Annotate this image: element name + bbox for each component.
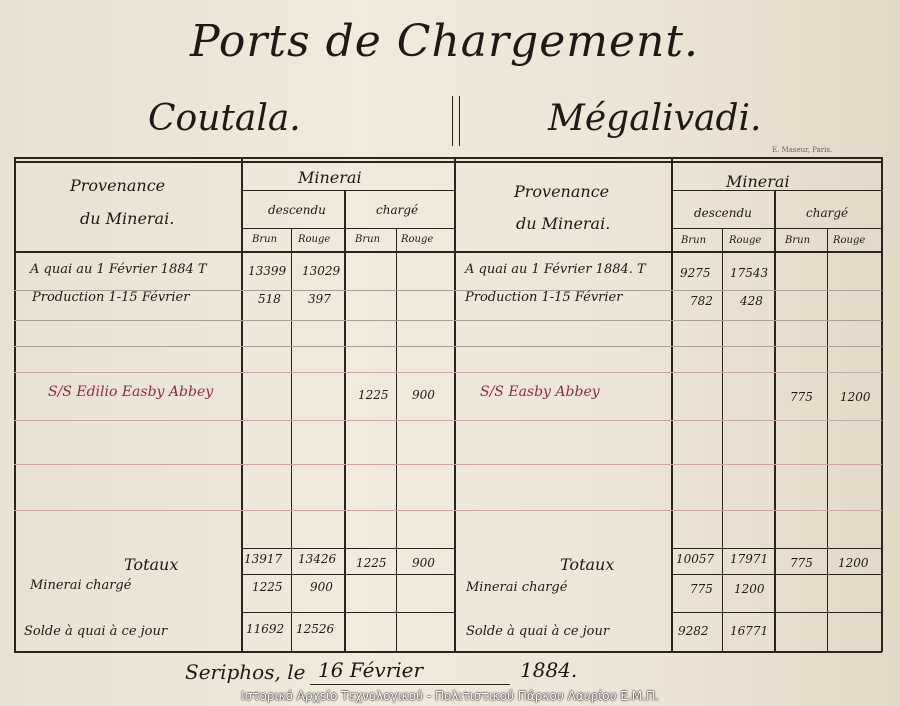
footer-place: Seriphos, le: [185, 660, 306, 684]
port-title-left: Coutala.: [148, 98, 301, 139]
subheader-rule-right: [671, 228, 881, 229]
brun-header: Brun: [252, 234, 278, 245]
solde-label-right: Solde à quai à ce jour: [466, 624, 610, 639]
footer-year: 1884.: [520, 658, 578, 682]
left-col-rule: [344, 190, 346, 652]
rouge-header: Rouge: [298, 234, 331, 245]
provenance-header-right: Provenance: [514, 182, 610, 201]
rouge-header: Rouge: [401, 234, 434, 245]
cell-desc-brun: 518: [258, 292, 281, 306]
brun-header: Brun: [785, 235, 811, 246]
printer-mark: E. Maseur, Paris.: [772, 146, 833, 154]
row-rule: [14, 420, 882, 421]
totaux-label-right: Totaux: [560, 555, 615, 574]
table-center-rule: [454, 157, 456, 652]
ship-label-right: S/S Easby Abbey: [480, 384, 600, 400]
row-label-left: Production 1-15 Février: [32, 290, 190, 305]
cell-charge: 775: [690, 582, 713, 596]
charge-rule-left: [241, 612, 454, 613]
left-col-rule: [396, 228, 397, 652]
left-col-rule: [241, 157, 243, 652]
cell-total: 775: [790, 556, 813, 570]
minerai-header-left: Minerai: [298, 168, 362, 187]
right-col-rule: [827, 228, 828, 652]
port-title-right: Mégalivadi.: [548, 98, 762, 139]
cell-solde: 16771: [730, 624, 769, 638]
row-label-right: A quai au 1 Février 1884. T: [465, 262, 646, 277]
brun-header: Brun: [681, 235, 707, 246]
row-label-left: A quai au 1 Février 1884 T: [30, 262, 207, 277]
solde-label-left: Solde à quai à ce jour: [24, 624, 168, 639]
cell-solde: 9282: [678, 624, 709, 638]
row-rule: [14, 464, 882, 465]
table-right-rule: [881, 157, 883, 652]
table-top-rule: [14, 157, 882, 159]
totaux-label-left: Totaux: [124, 555, 179, 574]
cell-charge: 1225: [252, 580, 283, 594]
totals-under-rule-left: [241, 574, 454, 575]
title-divider: [452, 96, 460, 146]
brun-header: Brun: [355, 234, 381, 245]
rouge-header: Rouge: [729, 235, 762, 246]
minerai-rule-left: [241, 190, 454, 191]
provenance-header-left-2: du Minerai.: [80, 209, 175, 228]
archive-caption: Ιστορικό Αρχείο Τεχνολογικού - Πολιτιστικού Πάρκου Λαυρίου Ε.Μ.Π.: [241, 689, 659, 703]
descendu-header-left: descendu: [268, 203, 326, 217]
cell-total: 1200: [838, 556, 869, 570]
cell-desc-brun: 782: [690, 294, 713, 308]
minerai-header-right: Minerai: [726, 172, 790, 191]
cell-desc-brun: 9275: [680, 266, 711, 280]
cell-charge: 1200: [734, 582, 765, 596]
cell-total: 13917: [244, 552, 283, 566]
row-rule: [14, 372, 882, 373]
cell-charge-rouge: 1200: [840, 390, 871, 404]
row-rule: [14, 320, 882, 321]
charge-header-left: chargé: [376, 203, 419, 217]
minerai-charge-label-right: Minerai chargé: [466, 580, 568, 595]
left-col-rule: [291, 228, 292, 652]
row-rule: [14, 346, 882, 347]
header-bottom-rule: [14, 251, 882, 253]
cell-total: 10057: [676, 552, 715, 566]
cell-solde: 11692: [246, 622, 285, 636]
right-col-rule: [774, 190, 776, 652]
ship-label-left: S/S Edilio Easby Abbey: [48, 384, 214, 400]
row-rule: [14, 510, 882, 511]
cell-charge-rouge: 900: [412, 388, 435, 402]
provenance-header-right-2: du Minerai.: [516, 214, 611, 233]
provenance-header-left: Provenance: [70, 176, 166, 195]
cell-desc-rouge: 13029: [302, 264, 341, 278]
cell-total: 1225: [356, 556, 387, 570]
table-left-rule: [14, 157, 16, 652]
cell-total: 900: [412, 556, 435, 570]
charge-header-right: chargé: [806, 206, 849, 220]
cell-desc-rouge: 397: [308, 292, 331, 306]
cell-solde: 12526: [296, 622, 335, 636]
row-label-right: Production 1-15 Février: [465, 290, 623, 305]
table-top-rule-2: [14, 161, 882, 163]
right-col-rule: [671, 157, 673, 652]
minerai-charge-label-left: Minerai chargé: [30, 578, 132, 593]
cell-charge-brun: 1225: [358, 388, 389, 402]
cell-desc-brun: 13399: [248, 264, 287, 278]
right-col-rule: [722, 228, 723, 652]
rouge-header: Rouge: [833, 235, 866, 246]
cell-charge-brun: 775: [790, 390, 813, 404]
totals-rule-left: [241, 548, 454, 549]
totals-under-rule-right: [671, 574, 881, 575]
cell-total: 17971: [730, 552, 769, 566]
cell-desc-rouge: 17543: [730, 266, 769, 280]
page-title: Ports de Chargement.: [190, 16, 700, 67]
footer-day-month: 16 Février: [318, 658, 424, 682]
cell-desc-rouge: 428: [740, 294, 763, 308]
cell-charge: 900: [310, 580, 333, 594]
descendu-header-right: descendu: [694, 206, 752, 220]
cell-total: 13426: [298, 552, 337, 566]
charge-rule-right: [671, 612, 881, 613]
footer-date-rule: [310, 684, 510, 685]
totals-rule-right: [671, 548, 881, 549]
table-bottom-rule: [14, 651, 882, 653]
subheader-rule-left: [241, 228, 454, 229]
